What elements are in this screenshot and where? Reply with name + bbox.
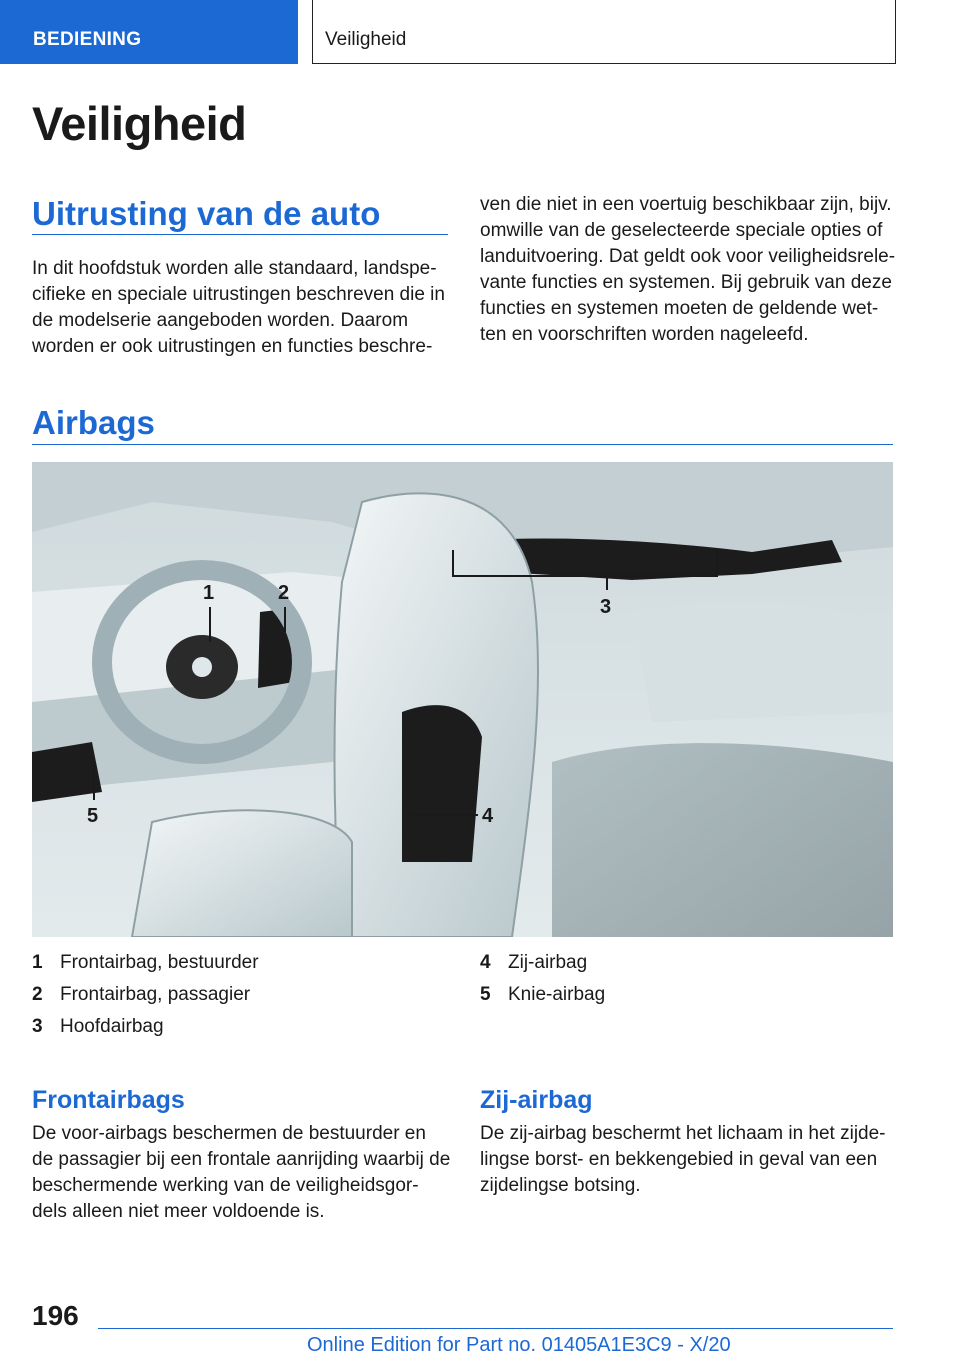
legend-number: 3 [32,1016,43,1037]
legend-number: 1 [32,952,43,973]
driver-seat-cushion [132,810,352,937]
legend-number: 2 [32,984,43,1005]
subsection-title-frontairbags: Frontairbags [32,1086,185,1114]
legend-left [32,952,259,1048]
frontairbags-text [32,1121,457,1225]
side-airbag-shape [402,705,482,862]
page-title: Veiligheid [32,97,247,150]
text-line: omwille van de geselecteerde speciale opties of [480,220,883,241]
legend-item [480,984,605,1016]
airbag-illustration-svg [32,462,893,937]
figure-label-3: 3 [600,596,612,618]
subsection-title-zijairbag: Zij-airbag [480,1086,593,1114]
legend-item [32,984,259,1016]
rear-side-window [632,602,893,722]
airbag-illustration [32,462,893,937]
header-chapter-label: Veiligheid [325,29,407,50]
legend-label: Zij-airbag [508,952,588,973]
legend-right [480,952,605,1016]
header-section-label: BEDIENING [33,29,142,50]
text-line: worden er ook uitrustingen en functies beschre- [32,336,433,357]
text-line: lingse borst- en bekkengebied in geval van een [480,1149,878,1170]
bmw-logo-icon [192,657,212,677]
figure-label-5: 5 [87,805,99,827]
knee-airbag-shape [32,742,102,802]
text-line: de modelserie aangeboden worden. Daarom [32,310,409,331]
section-rule-uitrusting [32,234,448,235]
footer-edition: Online Edition for Part no. 01405A1E3C9 - X/20 [307,1334,731,1356]
legend-label: Hoofdairbag [60,1016,164,1037]
legend-item [32,1016,259,1048]
text-line: de passagier bij een frontale aanrijding waarbij de [32,1149,451,1170]
zijairbag-text [480,1121,900,1199]
text-line: beschermende werking van de veiligheidsgor- [32,1175,419,1196]
section-rule-airbags [32,444,893,445]
text-line: De zij-airbag beschermt het lichaam in het zijde- [480,1123,886,1144]
section-title-airbags: Airbags [32,404,155,441]
page-number: 196 [32,1300,79,1331]
legend-number: 4 [480,952,491,973]
text-line: ven die niet in een voertuig beschikbaar zijn, bijv. [480,194,892,215]
legend-item [480,952,605,984]
text-line: cifieke en speciale uitrustingen beschreven die in [32,284,445,305]
text-line: De voor-airbags beschermen de bestuurder en [32,1123,426,1144]
text-line: dels alleen niet meer voldoende is. [32,1201,325,1222]
uitrusting-text-right [480,192,900,348]
header-chapter-tab [312,0,896,64]
figure-label-2: 2 [278,582,290,604]
legend-label: Knie-airbag [508,984,606,1005]
rear-seat [552,743,893,937]
footer-rule [98,1328,893,1329]
text-line: zijdelingse botsing. [480,1175,641,1196]
text-line: ten en voorschriften worden nageleefd. [480,324,809,345]
text-line: vante functies en systemen. Bij gebruik van deze [480,272,892,293]
text-line: In dit hoofdstuk worden alle standaard, landspe- [32,258,437,279]
figure-label-1: 1 [203,582,215,604]
legend-item [32,952,259,984]
text-line: landuitvoering. Dat geldt ook voor veiligheidsrele- [480,246,896,267]
legend-label: Frontairbag, passagier [60,984,251,1005]
figure-label-4: 4 [482,805,494,827]
section-title-uitrusting: Uitrusting van de auto [32,195,381,232]
text-line: functies en systemen moeten de geldende wet- [480,298,879,319]
header-section-tab [0,0,298,64]
legend-label: Frontairbag, bestuurder [60,952,259,973]
uitrusting-text-left [32,256,452,360]
legend-number: 5 [480,984,491,1005]
